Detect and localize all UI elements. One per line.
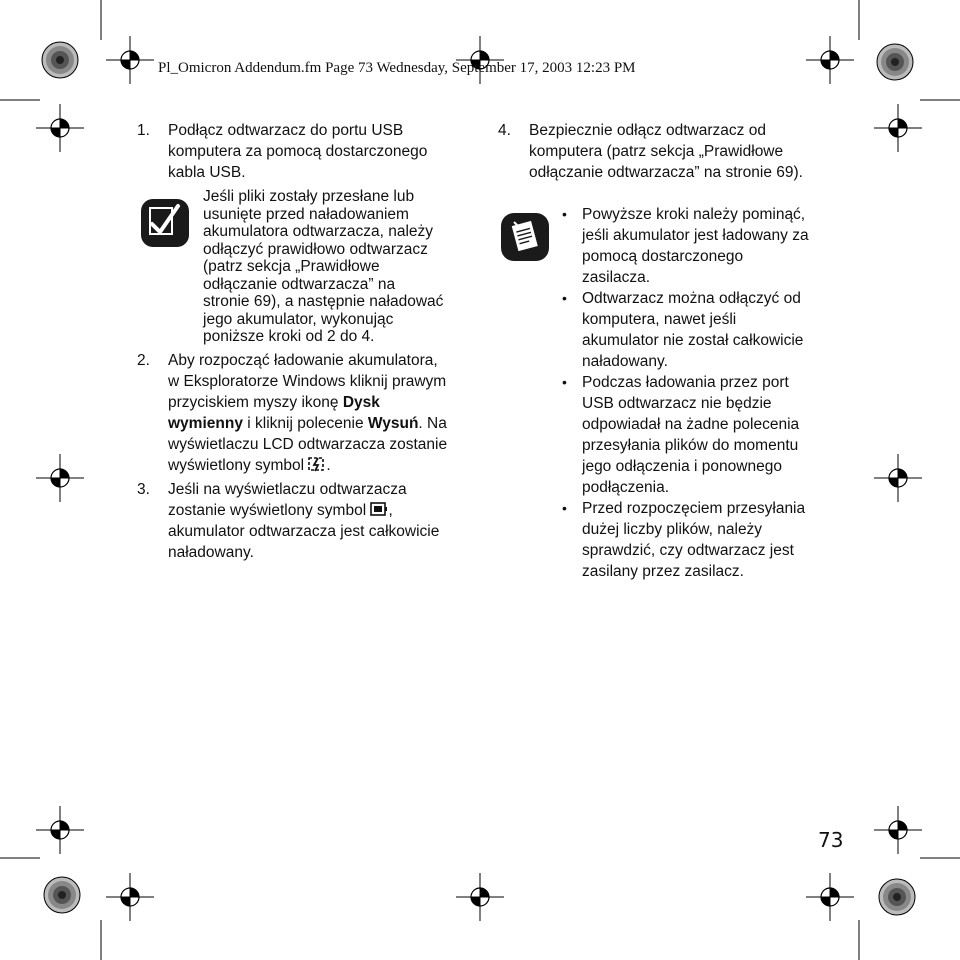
note-line: odłączyć prawidłowo odtwarzacz	[203, 240, 428, 258]
bullet-line: zasilacza.	[582, 269, 651, 286]
step-number: 3.	[137, 481, 150, 498]
charging-symbol-icon	[308, 456, 326, 472]
bullet-line: podłączenia.	[582, 479, 670, 496]
bullet-line: przesyłania plików do momentu	[582, 437, 799, 454]
note-line: stronie 69), a następnie naładować	[203, 293, 444, 310]
step-2-text: . Na	[418, 415, 447, 432]
bullet-line: sprawdzić, czy odtwarzacz jest	[582, 542, 794, 559]
note-line: usunięte przed naładowaniem	[203, 205, 409, 223]
step-number: 1.	[137, 122, 150, 139]
list-item	[562, 372, 862, 498]
step-2-line: wyświetlaczu LCD odtwarzacza zostanie	[168, 436, 448, 453]
step-3-line	[168, 500, 477, 521]
bullet-line: zasilany przez zasilacz.	[582, 563, 744, 580]
note-line: Jeśli pliki zostały przesłane lub	[203, 188, 415, 205]
step-3-line: akumulator odtwarzacza jest całkowicie	[168, 523, 440, 540]
bullet-line: Powyższe kroki należy pominąć,	[582, 206, 806, 223]
step-number: 4.	[498, 122, 511, 139]
step-2-text: wyświetlony symbol	[168, 457, 305, 474]
bullet-line: jego odłączenia i ponownego	[582, 458, 782, 475]
bullet-line: pomocą dostarczonego	[582, 248, 744, 265]
step-2-line	[168, 392, 477, 413]
removable-disk-label: Dysk	[342, 394, 380, 411]
note-bullet-list	[562, 204, 862, 582]
step-4-line: komputera (patrz sekcja „Prawidłowe	[529, 143, 784, 160]
list-item	[562, 288, 862, 372]
step-1	[137, 120, 467, 183]
list-item	[562, 204, 862, 288]
list-item	[562, 498, 862, 582]
bullet-line: Odtwarzacz można odłączyć od	[582, 290, 801, 307]
note-line: (patrz sekcja „Prawidłowe	[203, 258, 380, 275]
bullet-line: USB odtwarzacz nie będzie	[582, 395, 772, 412]
bullet-line: naładowany.	[582, 353, 668, 370]
step-2	[137, 350, 477, 476]
eject-command-label: Wysuń	[367, 415, 419, 432]
step-1-line: kabla USB.	[168, 164, 246, 181]
note-line: poniższe kroki od 2 do 4.	[203, 328, 375, 345]
bullet-glyph: •	[562, 500, 567, 516]
step-2-text: .	[326, 457, 331, 474]
bullet-glyph: •	[562, 206, 567, 222]
step-3-line: naładowany.	[168, 544, 254, 561]
full-battery-symbol-icon	[370, 501, 388, 517]
step-2-text: i kliknij polecenie	[242, 415, 368, 432]
step-3-text: zostanie wyświetlony symbol	[168, 502, 367, 519]
step-3-line: Jeśli na wyświetlaczu odtwarzacza	[168, 481, 407, 498]
bullet-line: Przed rozpoczęciem przesyłania	[582, 500, 806, 517]
note-block	[203, 188, 463, 346]
bullet-glyph: •	[562, 374, 567, 390]
note-line: odłączanie odtwarzacza” na	[203, 275, 396, 293]
step-4-line: odłączanie odtwarzacza” na stronie 69).	[529, 164, 803, 181]
step-1-line: komputera za pomocą dostarczonego	[168, 143, 428, 160]
step-2-line: Aby rozpocząć ładowanie akumulatora,	[168, 352, 438, 369]
bullet-line: akumulator nie został całkowicie	[582, 332, 804, 349]
running-head: Pl_Omicron Addendum.fm Page 73 Wednesday, September 17, 2003 12:23 PM	[158, 60, 636, 76]
bullet-line: odpowiadał na żadne polecenia	[582, 416, 800, 433]
step-3-text: ,	[388, 502, 393, 519]
removable-disk-label: wymienny	[168, 415, 243, 432]
step-number: 2.	[137, 352, 150, 369]
step-2-line	[168, 455, 477, 476]
step-1-line: Podłącz odtwarzacz do portu USB	[168, 122, 404, 139]
step-4	[498, 120, 838, 183]
note-line: akumulatora odtwarzacza, należy	[203, 223, 434, 240]
step-2-line	[168, 413, 477, 434]
step-2-line: w Eksploratorze Windows kliknij prawym	[168, 373, 447, 390]
bullet-glyph: •	[562, 290, 567, 306]
bullet-line: jeśli akumulator jest ładowany za	[582, 227, 809, 244]
notepad-note-icon	[500, 212, 550, 262]
bullet-line: dużej liczby plików, należy	[582, 521, 763, 538]
note-line: jego akumulator, wykonując	[203, 310, 394, 328]
step-2-text: przyciskiem myszy ikonę	[168, 394, 343, 411]
bullet-line: komputera, nawet jeśli	[582, 311, 737, 328]
page-number: 73	[818, 828, 844, 852]
step-3	[137, 479, 477, 563]
bullet-line: Podczas ładowania przez port	[582, 374, 789, 391]
step-4-line: Bezpiecznie odłącz odtwarzacz od	[529, 122, 766, 139]
checkmark-note-icon	[140, 198, 190, 248]
